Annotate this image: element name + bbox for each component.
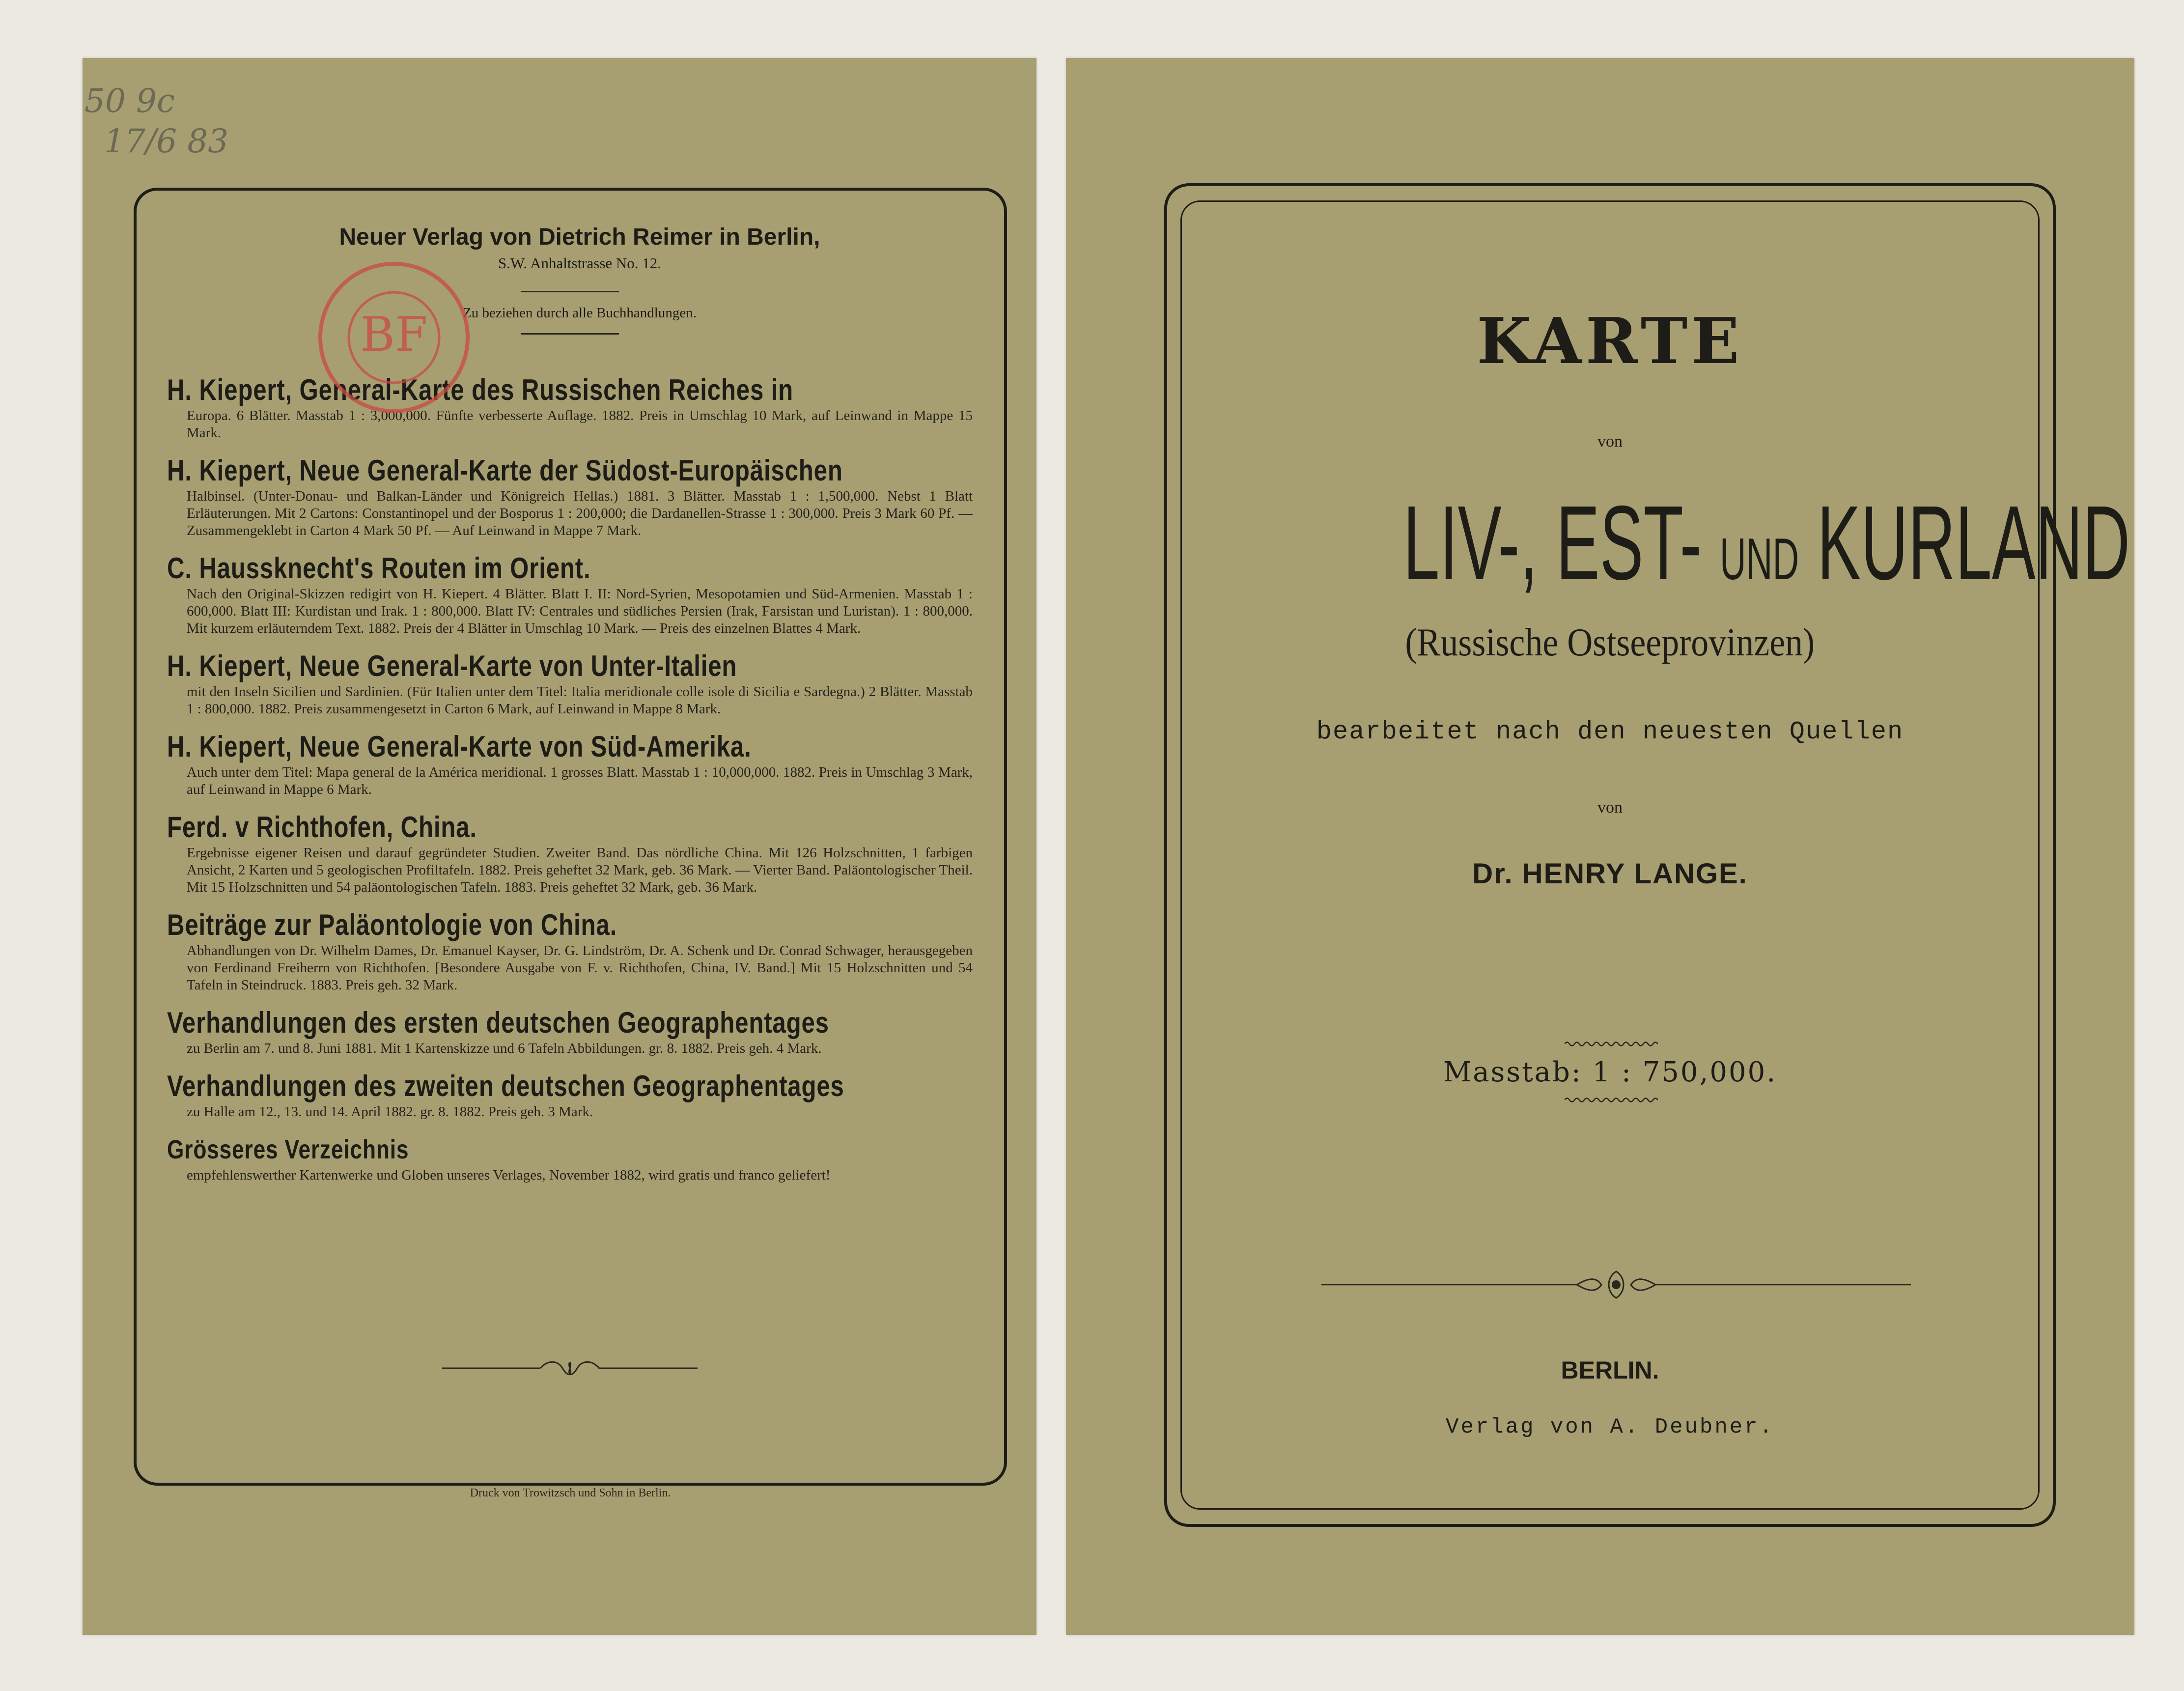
von-label: von (1597, 432, 1623, 451)
catalog-entries (167, 374, 973, 1184)
entry-body: Europa. 6 Blätter. Masstab 1 : 3,000,000. Fünfte verbesserte Auflage. 1882. Preis in Umschlag 10 Mark, auf Leinwand in Mappe 15 Mark. (187, 408, 973, 441)
entry-title: H. Kiepert, Neue General-Karte der Südost-Europäischen (167, 454, 843, 487)
title-part-2: KURLAND (1817, 483, 2130, 602)
entry-body: Halbinsel. (Unter-Donau- und Balkan-Länder und Königreich Hellas.) 1881. 3 Blätter. Masstab 1 : 1,500,000. Nebst 1 Blatt Erläuterungen. Mit 2 Cartons: Constantinopel und der Bosporus 1 : 200,000; die Dardanellen-Strasse 1 : 300,000. Preis 3 Mark 60 Pf. — Zusammengeklebt in Carton 4 Mark 50 Pf. — Auf Leinwand in Mappe 7 Mark. (187, 488, 973, 538)
library-stamp (308, 252, 479, 423)
distribution-note: Zu beziehen durch alle Buchhandlungen. (463, 305, 697, 321)
printer-imprint: Druck von Trowitzsch und Sohn in Berlin. (470, 1487, 671, 1499)
right-page-frame-inner (1180, 200, 2040, 1510)
catalog-entry (167, 811, 973, 896)
catalog-entry (167, 454, 973, 539)
entry-title: H. Kiepert, Neue General-Karte von Unter-Italien (167, 649, 737, 682)
city-label: BERLIN. (1561, 1356, 1659, 1384)
divider (521, 291, 619, 292)
publisher-heading: Neuer Verlag von Dietrich Reimer in Berlin, (339, 224, 820, 250)
entry-title: Verhandlungen des zweiten deutschen Geographentages (167, 1070, 844, 1102)
wavy-rule-icon (1565, 1097, 1658, 1103)
title-karte: KARTE (1477, 305, 1743, 378)
entry-title: Beiträge zur Paläontologie von China. (167, 908, 617, 941)
title-und: UND (1719, 526, 1799, 592)
entry-body: mit den Inseln Sicilien und Sardinien. (Für Italien unter dem Titel: Italia meridionale colle isole di Sicilia e Sardegna.) 2 Blätter. Masstab 1 : 800,000. 1882. Preis zusammengesetzt in Carton 6 Mark, auf Leinwand in Mappe 8 Mark. (187, 684, 973, 717)
subtitle (1180, 619, 2040, 666)
entry-body: zu Halle am 12., 13. und 14. April 1882. gr. 8. 1882. Preis geh. 3 Mark. (187, 1104, 593, 1120)
entry-title: Grösseres Verzeichnis (167, 1135, 409, 1164)
catalog-entry (167, 1070, 973, 1121)
subtitle-text: (Russische Ostseeprovinzen) (1405, 621, 1815, 664)
entry-body: Abhandlungen von Dr. Wilhelm Dames, Dr. Emanuel Kayser, Dr. G. Lindström, Dr. A. Schenk und Dr. Conrad Schwager, herausgegeben von Ferdinand Freiherrn von Richthofen. [Besondere Ausgabe von F. v. Richthofen, China, IV. Band.] Mit 15 Holzschnitten und 54 Tafeln in Steindruck. 1883. Preis geh. 32 Mark. (187, 943, 973, 993)
catalog-entry (167, 374, 973, 442)
entry-body: empfehlenswerther Kartenwerke und Globen unseres Verlages, November 1882, wird gratis und franco geliefert! (187, 1167, 831, 1183)
divider (521, 333, 619, 335)
edited-note: bearbeitet nach den neuesten Quellen (1316, 717, 1904, 746)
pencil-note: 50 9c (84, 82, 175, 120)
entry-title: Ferd. v Richthofen, China. (167, 811, 477, 844)
catalog-entry (167, 731, 973, 798)
catalog-entry (167, 909, 973, 994)
publisher-address: S.W. Anhaltstrasse No. 12. (498, 254, 662, 272)
wavy-rule-icon (1565, 1041, 1658, 1047)
stamp-text: BF (360, 307, 428, 362)
entry-body: zu Berlin am 7. und 8. Juni 1881. Mit 1 Kartenskizze und 6 Tafeln Abbildungen. gr. 8. 1882. Preis geh. 4 Mark. (187, 1041, 822, 1056)
publisher-imprint: Verlag von A. Deubner. (1446, 1415, 1774, 1439)
entry-title: Verhandlungen des ersten deutschen Geographentages (167, 1006, 829, 1039)
title-part-1: LIV-, EST- (1403, 483, 1702, 602)
entry-body: Ergebnisse eigener Reisen und darauf gegründeter Studien. Zweiter Band. Das nördliche China. Mit 126 Holzschnitten, 1 farbigen Ansicht, 2 Karten und 5 geologischen Profiltafeln. 1882. Preis geheftet 32 Mark, geb. 36 Mark. — Vierter Band. Paläontologischer Theil. Mit 15 Holzschnitten und 54 paläontologischen Tafeln. 1883. Preis geheftet 32 Mark, geb. 36 Mark. (187, 845, 973, 895)
pencil-notes (84, 81, 228, 162)
catalog-entry (167, 1007, 973, 1057)
entry-body: Auch unter dem Titel: Mapa general de la América meridional. 1 grosses Blatt. Masstab 1 : 10,000,000. 1882. Preis in Umschlag 3 Mark, auf Leinwand in Mappe 6 Mark. (187, 764, 973, 797)
catalog-entry (167, 1133, 973, 1184)
von-label: von (1597, 798, 1623, 817)
entry-title: C. Haussknecht's Routen im Orient. (167, 552, 591, 585)
author-name: Dr. HENRY LANGE. (1472, 858, 1748, 890)
entry-title: H. Kiepert, General-Karte des Russischen Reiches in (167, 373, 793, 406)
left-page-content (167, 224, 973, 1197)
catalog-entry (167, 552, 973, 637)
main-title (1180, 483, 2130, 618)
catalog-entry (167, 650, 973, 718)
scale-label: Masstab: 1 : 750,000. (1443, 1056, 1777, 1088)
pencil-note: 17/6 83 (104, 122, 229, 160)
ornament-divider-icon (442, 1356, 698, 1381)
entry-title: H. Kiepert, Neue General-Karte von Süd-Amerika. (167, 730, 752, 763)
entry-body: Nach den Original-Skizzen redigirt von H. Kiepert. 4 Blätter. Blatt I. II: Nord-Syrien, Mesopotamien und Süd-Armenien. Masstab 1 : 600,000. Blatt III: Kurdistan und Irak. 1 : 800,000. Blatt IV: Centrales und südliches Persien (Irak, Farsistan und Luristan). 1 : 800,000. Mit kurzem erläuterndem Text. 1882. Preis der 4 Blätter in Umschlag 10 Mark. — Preis des einzelnen Blattes 4 Mark. (187, 586, 973, 636)
ornament-divider-icon (1321, 1268, 1911, 1302)
